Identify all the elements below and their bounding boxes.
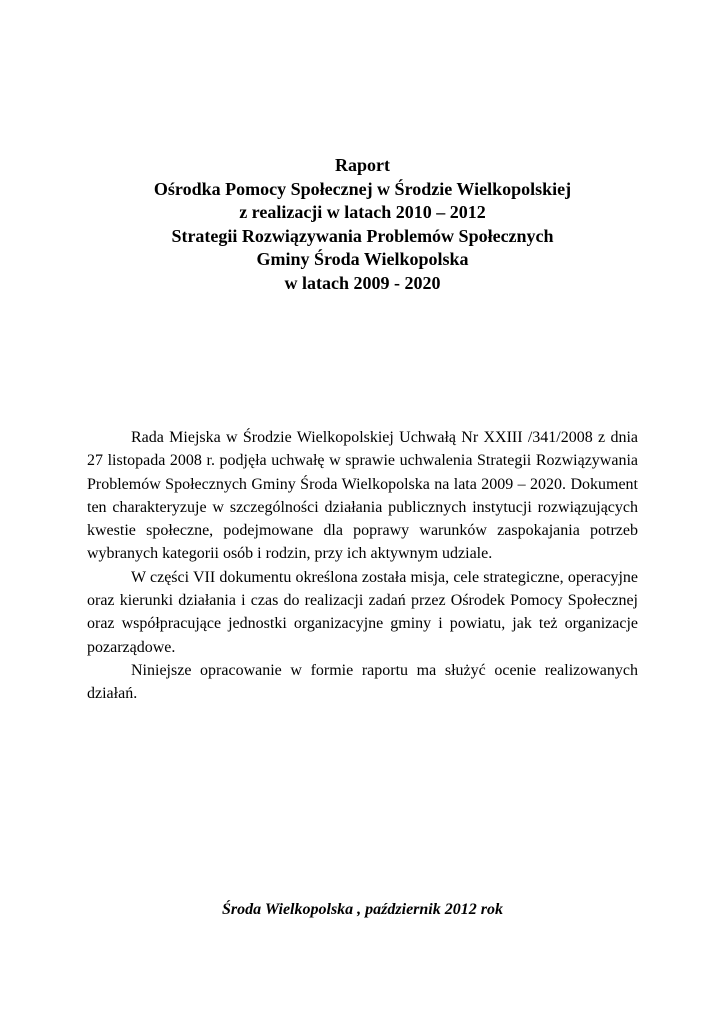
title-line-3: z realizacji w latach 2010 – 2012 (239, 202, 486, 223)
report-body (87, 426, 638, 706)
paragraph-2: W części VII dokumentu określona została misja, cele strategiczne, operacyjne oraz kierunki działania i czas do realizacji zadań przez Ośrodek Pomocy Społecznej oraz współpracujące jednostki organizacyjne gminy i powiatu, jak też organizacje pozarządowe. (87, 568, 638, 656)
title-line-5: Gminy Środa Wielkopolska (256, 249, 469, 270)
report-title (0, 154, 725, 296)
title-line-4: Strategii Rozwiązywania Problemów Społecznych (171, 225, 554, 246)
place-and-date: Środa Wielkopolska , październik 2012 rok (222, 901, 503, 918)
paragraph-1: Rada Miejska w Środzie Wielkopolskiej Uchwałą Nr XXIII /341/2008 z dnia 27 listopada 2008 r. podjęła uchwałę w sprawie uchwalenia Strategii Rozwiązywania Problemów Społecznych Gminy Środa Wielkopolska na lata 2009 – 2020. Dokument ten charakteryzuje w szczególności działania publicznych instytucji rozwiązujących kwestie społeczne, podejmowane dla poprawy warunków zaspokajania potrzeb wybranych kategorii osób i rodzin, przy ich aktywnym udziale. (87, 429, 638, 563)
title-line-2: Ośrodka Pomocy Społecznej w Środzie Wielkopolskiej (153, 178, 572, 199)
paragraph-3: Niniejsze opracowanie w formie raportu ma służyć ocenie realizowanych działań. (87, 661, 638, 703)
title-line-6: w latach 2009 - 2020 (284, 272, 441, 293)
title-line-1: Raport (335, 155, 390, 175)
